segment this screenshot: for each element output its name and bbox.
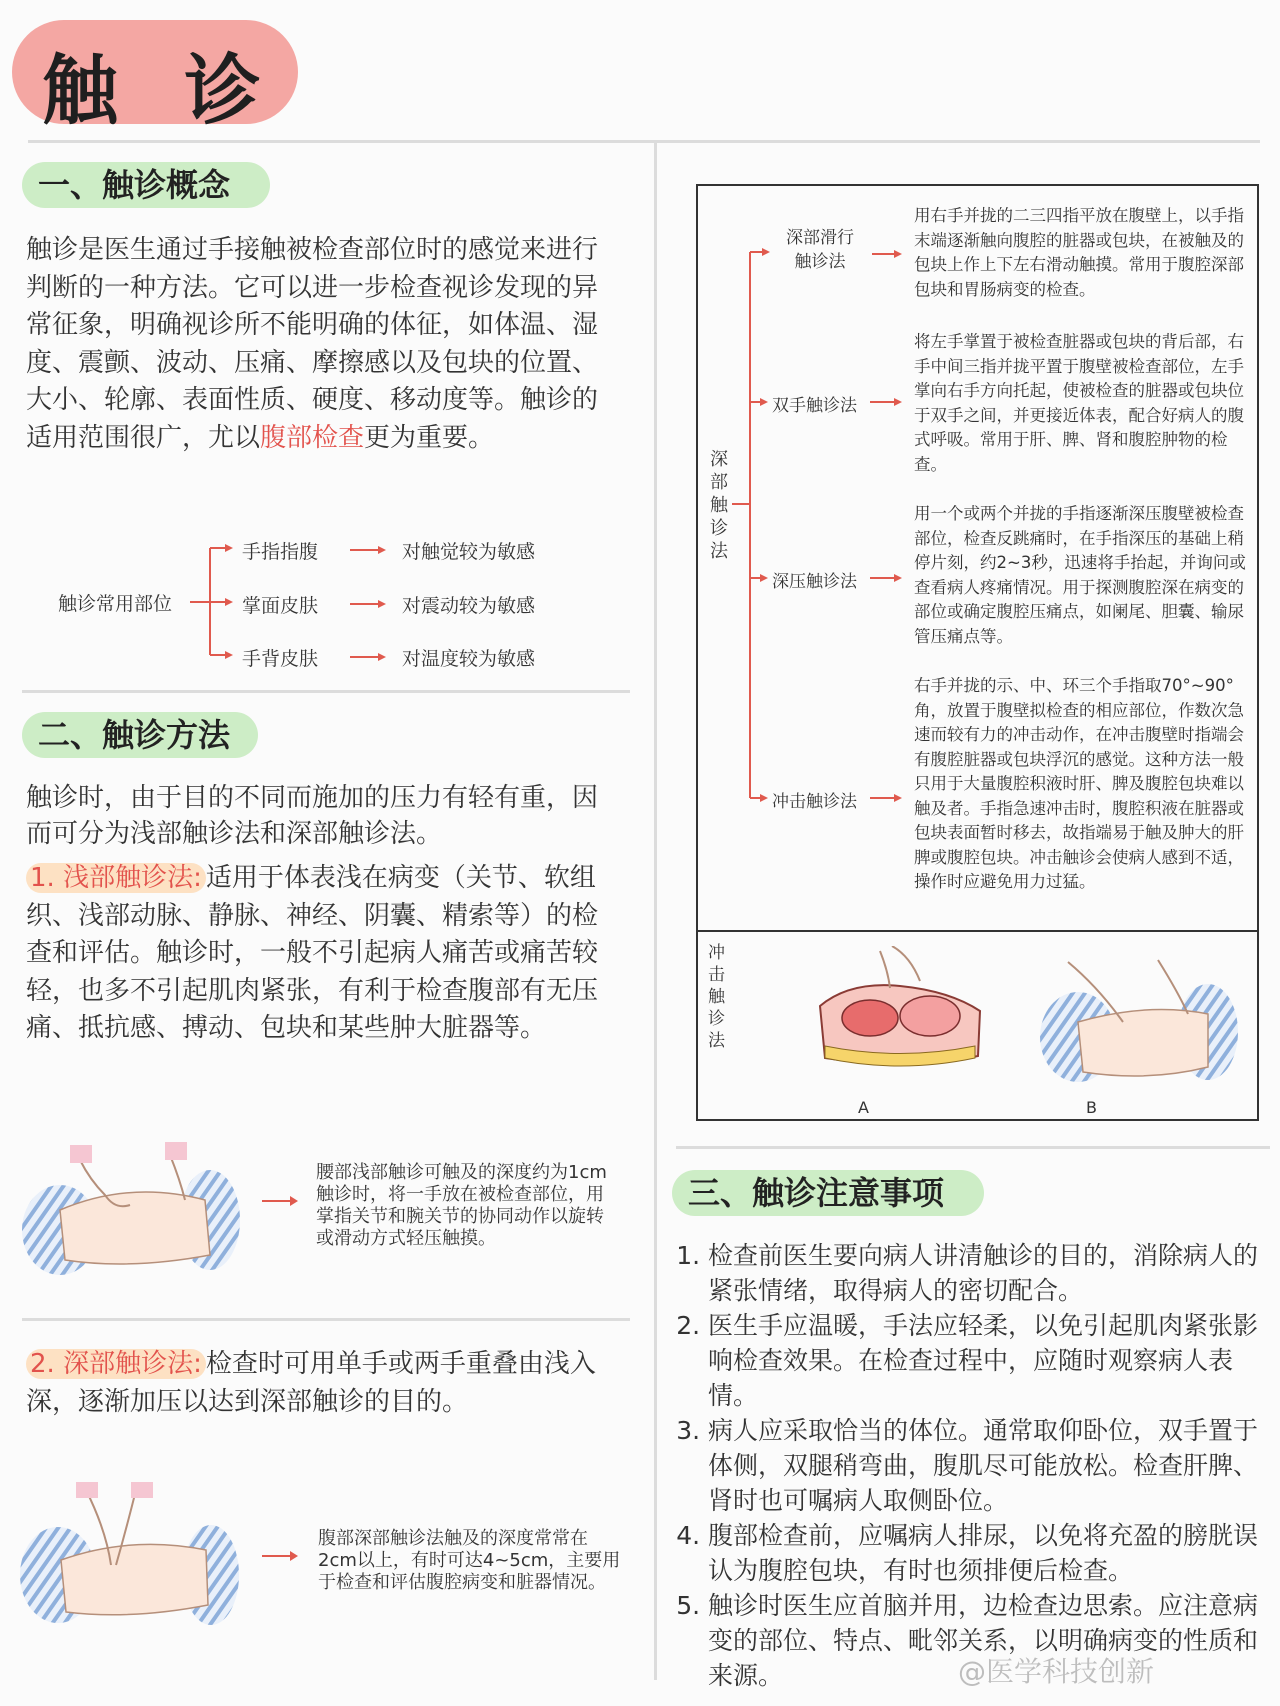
note-item: 4. 腹部检查前，应嘱病人排尿，以免将充盈的膀胱误认为腹腔包块，有时也须排便后检查。	[708, 1518, 1268, 1588]
section1-heading: 一、触诊概念	[22, 162, 270, 208]
deep-palpation-illustration	[16, 1480, 240, 1640]
method-name: 双手触诊法	[772, 396, 857, 416]
tree-lines	[698, 186, 898, 930]
tree-arrowheads	[894, 186, 906, 930]
sense-label: 对触觉较为敏感	[402, 541, 536, 563]
shallow-palpation-illustration	[20, 1140, 240, 1290]
part-label: 手背皮肤	[242, 648, 319, 670]
figure-a-label: A	[858, 1098, 869, 1117]
part-label: 掌面皮肤	[242, 595, 319, 617]
section2-heading: 二、触诊方法	[22, 712, 258, 758]
divider	[28, 140, 1260, 143]
method-name: 深压触诊法	[772, 572, 857, 592]
section3-heading: 三、触诊注意事项	[672, 1170, 984, 1216]
note-item: 1. 检查前医生要向病人讲清触诊的目的，消除病人的紧张情绪，取得病人的密切配合。	[708, 1238, 1268, 1308]
part-label: 手指指腹	[242, 541, 319, 563]
divider	[22, 1318, 630, 1321]
diagram-root: 触诊常用部位	[58, 593, 173, 615]
page-title: 触 诊	[42, 46, 281, 135]
para-text: 触诊是医生通过手接触被检查部位时的感觉来进行判断的一种方法。它可以进一步检查视诊发现的异常征象，明确视诊所不能明确的体征，如体温、湿度、震颤、波动、压痛、摩擦感以及包块的位置、大小、轮廓、表面性质、硬度、移动度等。触诊的适用范围很广，尤以	[26, 235, 599, 453]
deep-label: 2. 深部触诊法:	[26, 1349, 206, 1379]
shallow-desc: 适用于体表浅在病变（关节、软组织、浅部动脉、静脉、神经、阴囊、精索等）的检查和评估。触诊时，一般不引起病人痛苦或痛苦较轻，也多不引起肌肉紧张，有利于检查腹部有无压痛、抵抗感、搏动、包块和某些肿大脏器等。	[26, 863, 599, 1043]
para-text-end: 更为重要。	[364, 422, 495, 453]
section2-intro: 触诊时，由于目的不同而施加的压力有轻有重，因而可分为浅部触诊法和深部触诊法。	[26, 783, 599, 849]
method-desc: 将左手掌置于被检查脏器或包块的背后部，右手中间三指并拢平置于腹壁被检查部位，左手掌向右手方向托起，使被检查的脏器或包块位于双手之间，并更接近体表，配合好病人的腹式呼吸。常用于肝、脾、肾和腹腔肿物的检查。	[914, 332, 1244, 474]
arrow-icon	[262, 1545, 298, 1570]
watermark-text: @医学科技创新	[958, 1655, 1155, 1688]
notes-list	[676, 1238, 1268, 1693]
sense-label: 对温度较为敏感	[402, 648, 536, 670]
note-item: 2. 医生手应温暖，手法应轻柔，以免引起肌肉紧张影响检查效果。在检查过程中，应随时观察病人表情。	[708, 1308, 1268, 1413]
abdomen-cross-section-icon	[810, 946, 990, 1096]
column-divider	[654, 140, 657, 1680]
method-name: 深部滑行触诊法	[786, 228, 854, 272]
box-divider	[698, 930, 1257, 932]
note-item: 5. 触诊时医生应首脑并用，边检查边思索。应注意病变的部位、特点、毗邻关系，以明确病变的性质和来源。	[708, 1588, 1268, 1693]
deep-methods-root: 深部触诊法	[710, 449, 728, 562]
impact-figure-label: 冲击触诊法	[708, 943, 725, 1051]
body-parts-diagram	[40, 525, 640, 675]
divider	[22, 690, 630, 693]
hand-on-abdomen-icon	[20, 1140, 240, 1290]
shallow-label: 1. 浅部触诊法:	[26, 863, 206, 893]
impact-figure-b	[1038, 952, 1238, 1092]
deep-methods-box	[696, 184, 1259, 1121]
method-desc: 用右手并拢的二三四指平放在腹壁上，以手指末端逐渐触向腹腔的脏器或包块，在被触及的包块上作上下左右滑动触摸。常用于腹腔深部包块和胃肠病变的检查。	[914, 206, 1244, 299]
section1-paragraph	[26, 232, 612, 457]
highlight-text: 腹部检查	[260, 422, 365, 453]
method-desc: 右手并拢的示、中、环三个手指取70°~90°角，放置于腹壁拟检查的相应部位，作数次急速而较有力的冲击动作，在冲击腹壁时指端会有腹腔脏器或包块浮沉的感觉。这种方法一般只用于大量腹腔积液时肝、脾及腹腔包块难以触及者。手指急速冲击时，腹腔积液在脏器或包块表面暂时移去，故指端易于触及肿大的肝脾或腹腔包块。冲击触诊会使病人感到不适，操作时应避免用力过猛。	[914, 676, 1244, 891]
deep-note: 腹部深部触诊法触及的深度常常在2cm以上，有时可达4~5cm，主要用于检查和评估腹腔病变和脏器情况。	[318, 1528, 621, 1593]
method-name: 冲击触诊法	[772, 792, 857, 812]
deep-method-text	[26, 1346, 618, 1421]
figure-b-label: B	[1086, 1098, 1097, 1117]
sense-label: 对震动较为敏感	[402, 595, 536, 617]
notes-ordered-list	[676, 1238, 1268, 1693]
hands-on-abdomen-icon	[16, 1480, 240, 1640]
shallow-method-text	[26, 860, 618, 1048]
note-item: 3. 病人应采取恰当的体位。通常取仰卧位，双手置于体侧，双腿稍弯曲，腹肌尽可能放松。检查肝脾、肾时也可嘱病人取侧卧位。	[708, 1413, 1268, 1518]
method-desc: 用一个或两个并拢的手指逐渐深压腹壁被检查部位，检查反跳痛时，在手指深压的基础上稍停片刻，约2~3秒，迅速将手抬起，并询问或查看病人疼痛情况。用于探测腹腔深在病变的部位或确定腹腔压痛点，如阑尾、胆囊、输尿管压痛点等。	[914, 504, 1246, 646]
impact-figure-a	[810, 946, 990, 1096]
shallow-note: 腰部浅部触诊可触及的深度约为1cm触诊时，将一手放在被检查部位，用掌指关节和腕关节的协同动作以旋转或滑动方式轻压触摸。	[316, 1162, 607, 1249]
arrow-icon	[262, 1190, 298, 1215]
divider	[676, 1146, 1270, 1149]
hand-impact-icon	[1038, 952, 1238, 1092]
title-banner	[12, 20, 298, 135]
deep-desc: 检查时可用单手或两手重叠由浅入深，逐渐加压以达到深部触诊的目的。	[26, 1349, 596, 1417]
